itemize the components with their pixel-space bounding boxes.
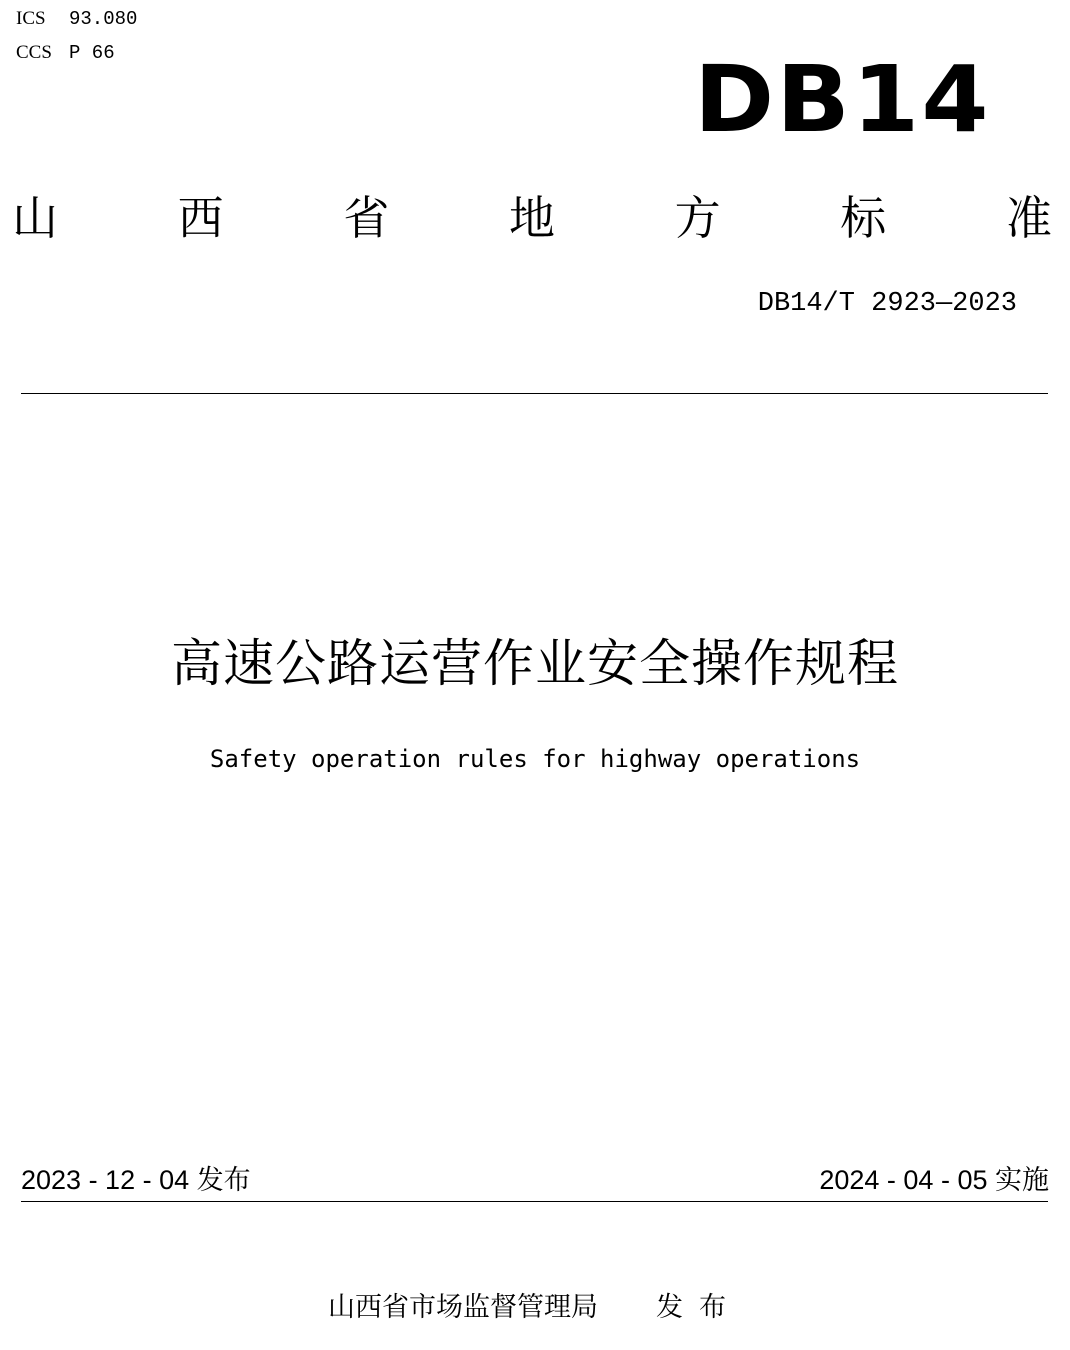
standard-type-char: 省 [343, 191, 390, 245]
standard-type-char: 山 [12, 191, 58, 245]
document-title-chinese: 高速公路运营作业安全操作规程 [170, 635, 899, 694]
ics-label: ICS [16, 8, 46, 29]
issuer-action: 发布 [656, 1292, 742, 1323]
ccs-code [16, 36, 137, 70]
top-divider [21, 393, 1048, 394]
ics-value: 93.080 [69, 8, 138, 30]
issuer-name: 山西省市场监督管理局 [328, 1292, 598, 1323]
standard-logo: DB14 [694, 46, 991, 153]
bottom-divider [21, 1201, 1048, 1202]
issue-date: 2023 - 12 - 04 [21, 1165, 190, 1195]
implementation-label: 实施 [995, 1165, 1049, 1196]
implementation-date-block [819, 1162, 1049, 1199]
standard-type-char: 西 [177, 191, 224, 245]
issue-label: 发布 [196, 1165, 251, 1196]
implementation-date: 2024 - 04 - 05 [819, 1165, 988, 1195]
standard-type-char: 准 [1005, 191, 1052, 245]
standard-type-char: 地 [508, 191, 555, 245]
standard-type-char: 方 [674, 191, 721, 245]
ccs-label: CCS [16, 42, 52, 63]
standard-type-heading [12, 190, 1052, 250]
standard-number: DB14/T 2923—2023 [757, 289, 1017, 319]
ics-code [16, 2, 137, 36]
standard-type-char: 标 [840, 191, 887, 245]
ccs-value: P 66 [69, 42, 115, 64]
issuing-authority [0, 1288, 1070, 1328]
classification-codes [16, 2, 137, 70]
document-title-english: Safety operation rules for highway operations [209, 745, 861, 773]
issue-date-block [21, 1162, 251, 1199]
